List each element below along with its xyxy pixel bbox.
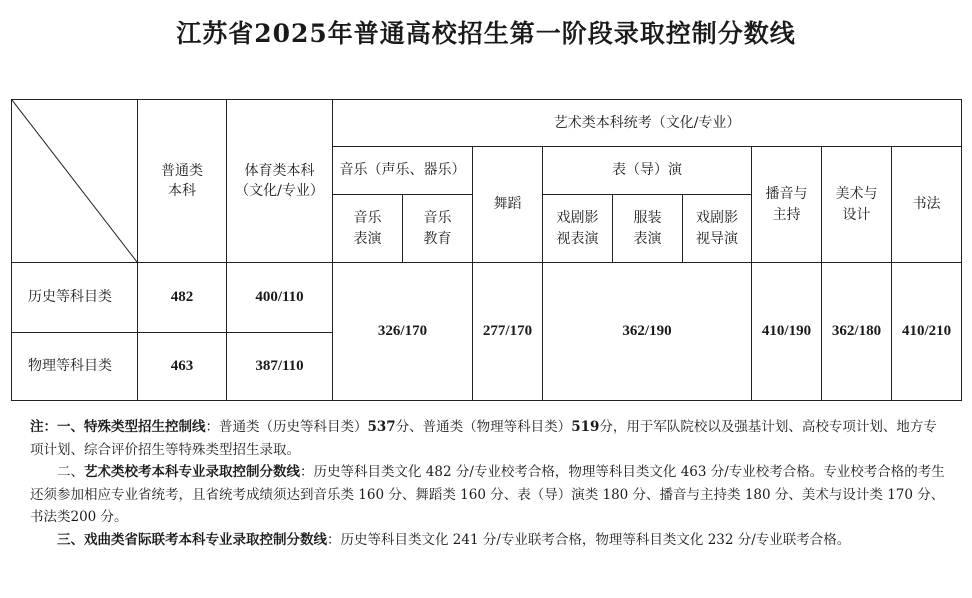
diagonal-header-cell bbox=[12, 100, 138, 263]
note-2-text: ：历史等科目类文化 482 分/专业校考合格，物理等科目类文化 463 分/专业校考合格。专业校考合格的考生还须参加相应专业省统考，且省统考成绩须达到音乐类 160 分、舞蹈类 160 分、表（导）演类 180 分、播音与主持类 180 分、美术与设计类 170 分、书法类200 分。 bbox=[30, 464, 945, 526]
header-yinyue: 音乐（声乐、器乐） bbox=[333, 147, 473, 195]
row-label-history: 历史等科目类 bbox=[12, 263, 138, 333]
note-1 bbox=[30, 416, 950, 461]
note-2-heading: 艺术类校考本科专业录取控制分数线 bbox=[84, 464, 300, 481]
note-1-text-c: 分，用于军队院校以及强基计划、高校专项计划、地方专项计划、综合评价招生等特殊类型招生录取。 bbox=[30, 419, 937, 458]
header-meishu: 美术与 设计 bbox=[822, 147, 892, 263]
shufa-score: 410/210 bbox=[892, 263, 962, 401]
header-xiju-biaoyan: 戏剧影 视表演 bbox=[543, 195, 613, 263]
tiyu-physics: 387/110 bbox=[227, 333, 333, 401]
header-tiyu: 体育类本科 （文化/专业） bbox=[227, 100, 333, 263]
notes-section bbox=[30, 416, 950, 552]
diagonal-line bbox=[12, 100, 137, 262]
note-2-prefix: 二、 bbox=[57, 464, 84, 481]
note-1-text-b: 分、普通类（物理等科目类） bbox=[395, 419, 572, 435]
tiyu-history: 400/110 bbox=[227, 263, 333, 333]
note-1-heading: 特殊类型招生控制线 bbox=[84, 419, 206, 435]
score-table bbox=[11, 99, 962, 401]
yinyue-score: 326/170 bbox=[333, 263, 473, 401]
note-1-value-1: 537 bbox=[367, 419, 396, 435]
note-3 bbox=[30, 529, 950, 552]
note-2 bbox=[30, 461, 950, 529]
page-title: 江苏省2025年普通高校招生第一阶段录取控制分数线 bbox=[176, 19, 796, 48]
header-xiju-daoyan: 戏剧影 视导演 bbox=[683, 195, 752, 263]
header-boyin: 播音与 主持 bbox=[752, 147, 822, 263]
header-yinyue-biaoyan: 音乐 表演 bbox=[333, 195, 403, 263]
putong-history: 482 bbox=[138, 263, 227, 333]
header-yishu: 艺术类本科统考（文化/专业） bbox=[333, 100, 962, 147]
header-shufa: 书法 bbox=[892, 147, 962, 263]
biaodao-score: 362/190 bbox=[543, 263, 752, 401]
header-wudao: 舞蹈 bbox=[473, 147, 543, 263]
header-putong: 普通类 本科 bbox=[138, 100, 227, 263]
header-yinyue-jiaoyu: 音乐 教育 bbox=[403, 195, 473, 263]
note-3-text: ：历史等科目类文化 241 分/专业联考合格，物理等科目类文化 232 分/专业联考合格。 bbox=[327, 531, 851, 548]
note-3-heading: 戏曲类省际联考本科专业录取控制分数线 bbox=[84, 531, 327, 548]
boyin-score: 410/190 bbox=[752, 263, 822, 401]
note-1-text-a: ：普通类（历史等科目类） bbox=[205, 419, 368, 435]
header-biaodao: 表（导）演 bbox=[543, 147, 752, 195]
header-fuzhuang: 服装 表演 bbox=[613, 195, 683, 263]
note-3-prefix: 三、 bbox=[57, 531, 84, 548]
note-1-value-2: 519 bbox=[571, 419, 600, 435]
note-1-prefix: 注：一、 bbox=[30, 419, 84, 435]
wudao-score: 277/170 bbox=[473, 263, 543, 401]
meishu-score: 362/180 bbox=[822, 263, 892, 401]
putong-physics: 463 bbox=[138, 333, 227, 401]
row-label-physics: 物理等科目类 bbox=[12, 333, 138, 401]
